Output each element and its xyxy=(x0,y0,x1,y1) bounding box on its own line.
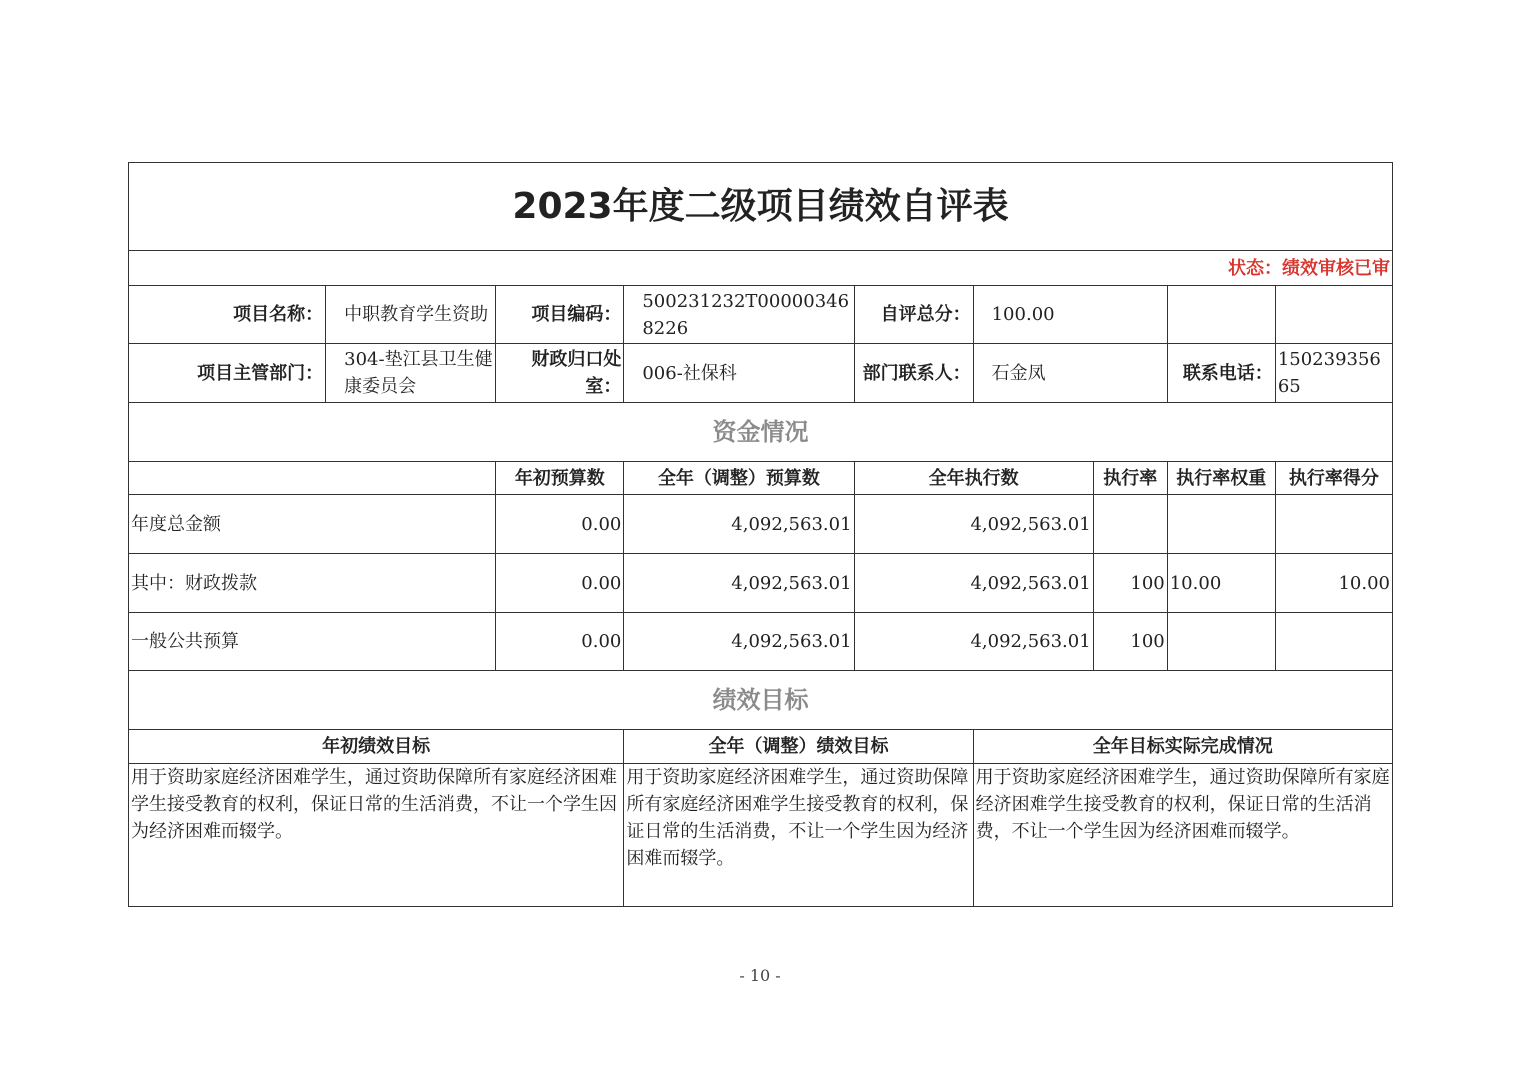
rate-weight xyxy=(1167,613,1275,671)
project-name: 中职教育学生资助 xyxy=(326,286,496,344)
empty-cell xyxy=(1275,286,1392,344)
score-label: 自评总分： xyxy=(854,286,973,344)
dept-value: 304-垫江县卫生健康委员会 xyxy=(326,344,496,403)
page-title: 2023年度二级项目绩效自评表 xyxy=(129,163,1393,251)
contact-value: 石金凤 xyxy=(973,344,1167,403)
initial-budget: 0.00 xyxy=(496,495,624,554)
page-number: - 10 - xyxy=(739,966,781,985)
execution-rate xyxy=(1093,495,1167,554)
status-badge: 状态：绩效审核已审 xyxy=(129,251,1393,286)
score-value: 100.00 xyxy=(973,286,1167,344)
initial-goal-text: 用于资助家庭经济困难学生，通过资助保障所有家庭经济困难学生接受教育的权利，保证日常的生活消费，不让一个学生因为经济困难而辍学。 xyxy=(129,764,624,907)
project-code: 500231232T000003468226 xyxy=(624,286,854,344)
row-label: 一般公共预算 xyxy=(129,613,496,671)
funds-header: 执行率 xyxy=(1093,462,1167,495)
finance-label: 财政归口处室： xyxy=(496,344,624,403)
goals-header: 全年（调整）绩效目标 xyxy=(624,730,973,764)
goals-header: 年初绩效目标 xyxy=(129,730,624,764)
executed-amount: 4,092,563.01 xyxy=(854,613,1093,671)
project-code-label: 项目编码： xyxy=(496,286,624,344)
dept-label: 项目主管部门： xyxy=(129,344,326,403)
initial-budget: 0.00 xyxy=(496,613,624,671)
rate-weight: 10.00 xyxy=(1167,554,1275,613)
goals-header: 全年目标实际完成情况 xyxy=(973,730,1392,764)
finance-value: 006-社保科 xyxy=(624,344,854,403)
row-label: 年度总金额 xyxy=(129,495,496,554)
funds-header: 全年（调整）预算数 xyxy=(624,462,854,495)
table-row xyxy=(129,495,1393,554)
funds-header: 年初预算数 xyxy=(496,462,624,495)
project-name-label: 项目名称： xyxy=(129,286,326,344)
funds-header: 执行率得分 xyxy=(1275,462,1392,495)
funds-header-blank xyxy=(129,462,496,495)
execution-rate: 100 xyxy=(1093,554,1167,613)
funds-header: 全年执行数 xyxy=(854,462,1093,495)
actual-completion-text: 用于资助家庭经济困难学生，通过资助保障所有家庭经济困难学生接受教育的权利，保证日常的生活消费，不让一个学生因为经济困难而辍学。 xyxy=(973,764,1392,907)
adjusted-goal-text: 用于资助家庭经济困难学生，通过资助保障所有家庭经济困难学生接受教育的权利，保证日常的生活消费，不让一个学生因为经济困难而辍学。 xyxy=(624,764,973,907)
empty-cell xyxy=(1167,286,1275,344)
rate-score xyxy=(1275,613,1392,671)
adjusted-budget: 4,092,563.01 xyxy=(624,495,854,554)
execution-rate: 100 xyxy=(1093,613,1167,671)
adjusted-budget: 4,092,563.01 xyxy=(624,554,854,613)
rate-weight xyxy=(1167,495,1275,554)
funds-header: 执行率权重 xyxy=(1167,462,1275,495)
goals-section-title: 绩效目标 xyxy=(129,671,1393,730)
executed-amount: 4,092,563.01 xyxy=(854,495,1093,554)
table-row xyxy=(129,613,1393,671)
table-row xyxy=(129,554,1393,613)
rate-score: 10.00 xyxy=(1275,554,1392,613)
rate-score xyxy=(1275,495,1392,554)
funds-section-title: 资金情况 xyxy=(129,403,1393,462)
row-label: 其中：财政拨款 xyxy=(129,554,496,613)
initial-budget: 0.00 xyxy=(496,554,624,613)
self-evaluation-table xyxy=(128,162,1393,907)
phone-label: 联系电话： xyxy=(1167,344,1275,403)
phone-value: 15023935665 xyxy=(1275,344,1392,403)
executed-amount: 4,092,563.01 xyxy=(854,554,1093,613)
contact-label: 部门联系人： xyxy=(854,344,973,403)
adjusted-budget: 4,092,563.01 xyxy=(624,613,854,671)
